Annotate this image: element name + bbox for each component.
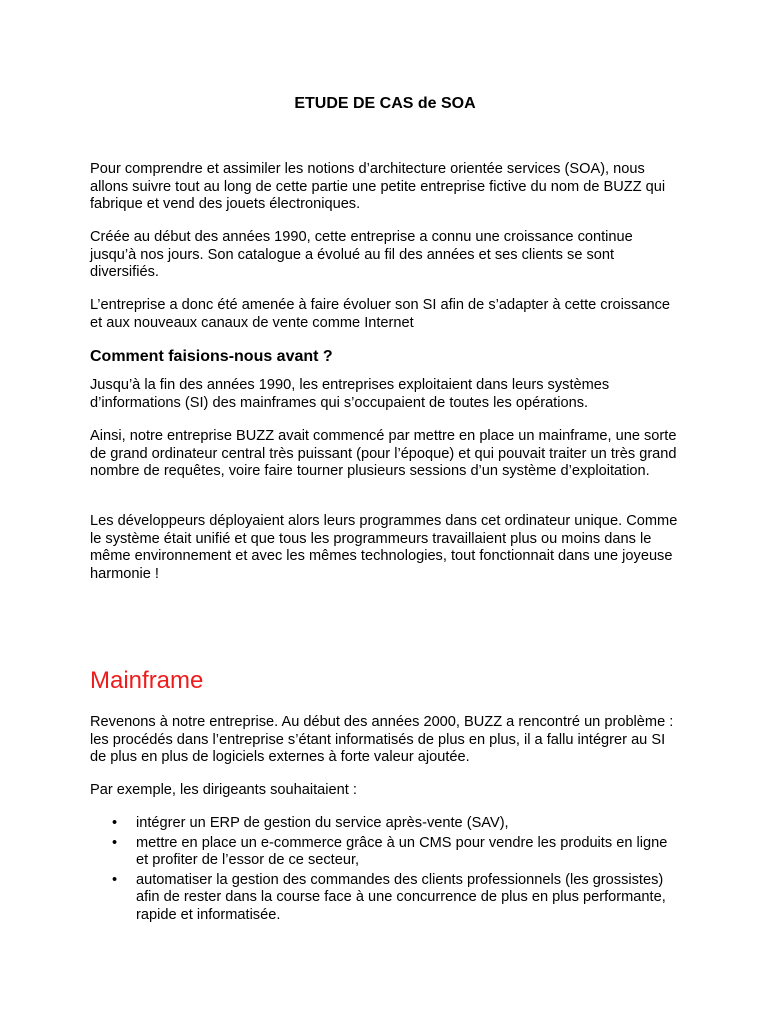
section1-paragraph-2: Ainsi, notre entreprise BUZZ avait commencé par mettre en place un mainframe, une sorte de grand ordinateur central très puissant (pour l’époque) et qui pouvait traiter un très grand nombre de requêtes, voire faire tourner plusieurs sessions d’un système d’exploitation. (90, 428, 677, 480)
intro-paragraph-3: L’entreprise a donc été amenée à faire évoluer son SI afin de s’adapter à cette croissance et aux nouveaux canaux de vente comme Internet (90, 297, 671, 331)
objectives-list (90, 815, 682, 927)
list-item: • mettre en place un e-commerce grâce à un CMS pour vendre les produits en ligne et profiter de l’essor de ce secteur, (90, 835, 682, 870)
section1-paragraph-3: Les développeurs déployaient alors leurs programmes dans cet ordinateur unique. Comme le système était unifié et que tous les programmeurs travaillaient plus ou moins dans le même environnement et avec les mêmes technologies, tout fonctionnait dans une joyeuse harmonie ! (90, 513, 678, 582)
list-item: • automatiser la gestion des commandes des clients professionnels (les grossistes) afin de rester dans la course face à une concurrence de plus en plus performante, rapide et informatisée. (90, 872, 682, 925)
intro-paragraph-1: Pour comprendre et assimiler les notions d’architecture orientée services (SOA), nous allons suivre tout au long de cette partie une petite entreprise fictive du nom de BUZZ qui fabrique et vend des jouets électroniques. (90, 161, 666, 213)
intro-paragraph-2: Créée au début des années 1990, cette entreprise a connu une croissance continue jusqu’à nos jours. Son catalogue a évolué au fil des années et ses clients se sont diversifiés. (90, 229, 633, 281)
section2-paragraph-2: Par exemple, les dirigeants souhaitaient : (90, 782, 357, 798)
section2-paragraph-1: Revenons à notre entreprise. Au début des années 2000, BUZZ a rencontré un problème : les procédés dans l’entreprise s’étant informatisés de plus en plus, il a fallu intégrer au SI de plus en plus de logiciels externes à forte valeur ajoutée. (90, 714, 674, 766)
document-title: ETUDE DE CAS de SOA (294, 95, 476, 112)
section1-paragraph-1: Jusqu’à la fin des années 1990, les entreprises exploitaient dans leurs systèmes d’informations (SI) des mainframes qui s’occupaient de toutes les opérations. (90, 377, 610, 411)
list-item: • intégrer un ERP de gestion du service après-vente (SAV), (90, 815, 682, 833)
section-heading-mainframe: Mainframe (90, 667, 204, 694)
section-heading-avant: Comment faisions-nous avant ? (90, 348, 333, 365)
